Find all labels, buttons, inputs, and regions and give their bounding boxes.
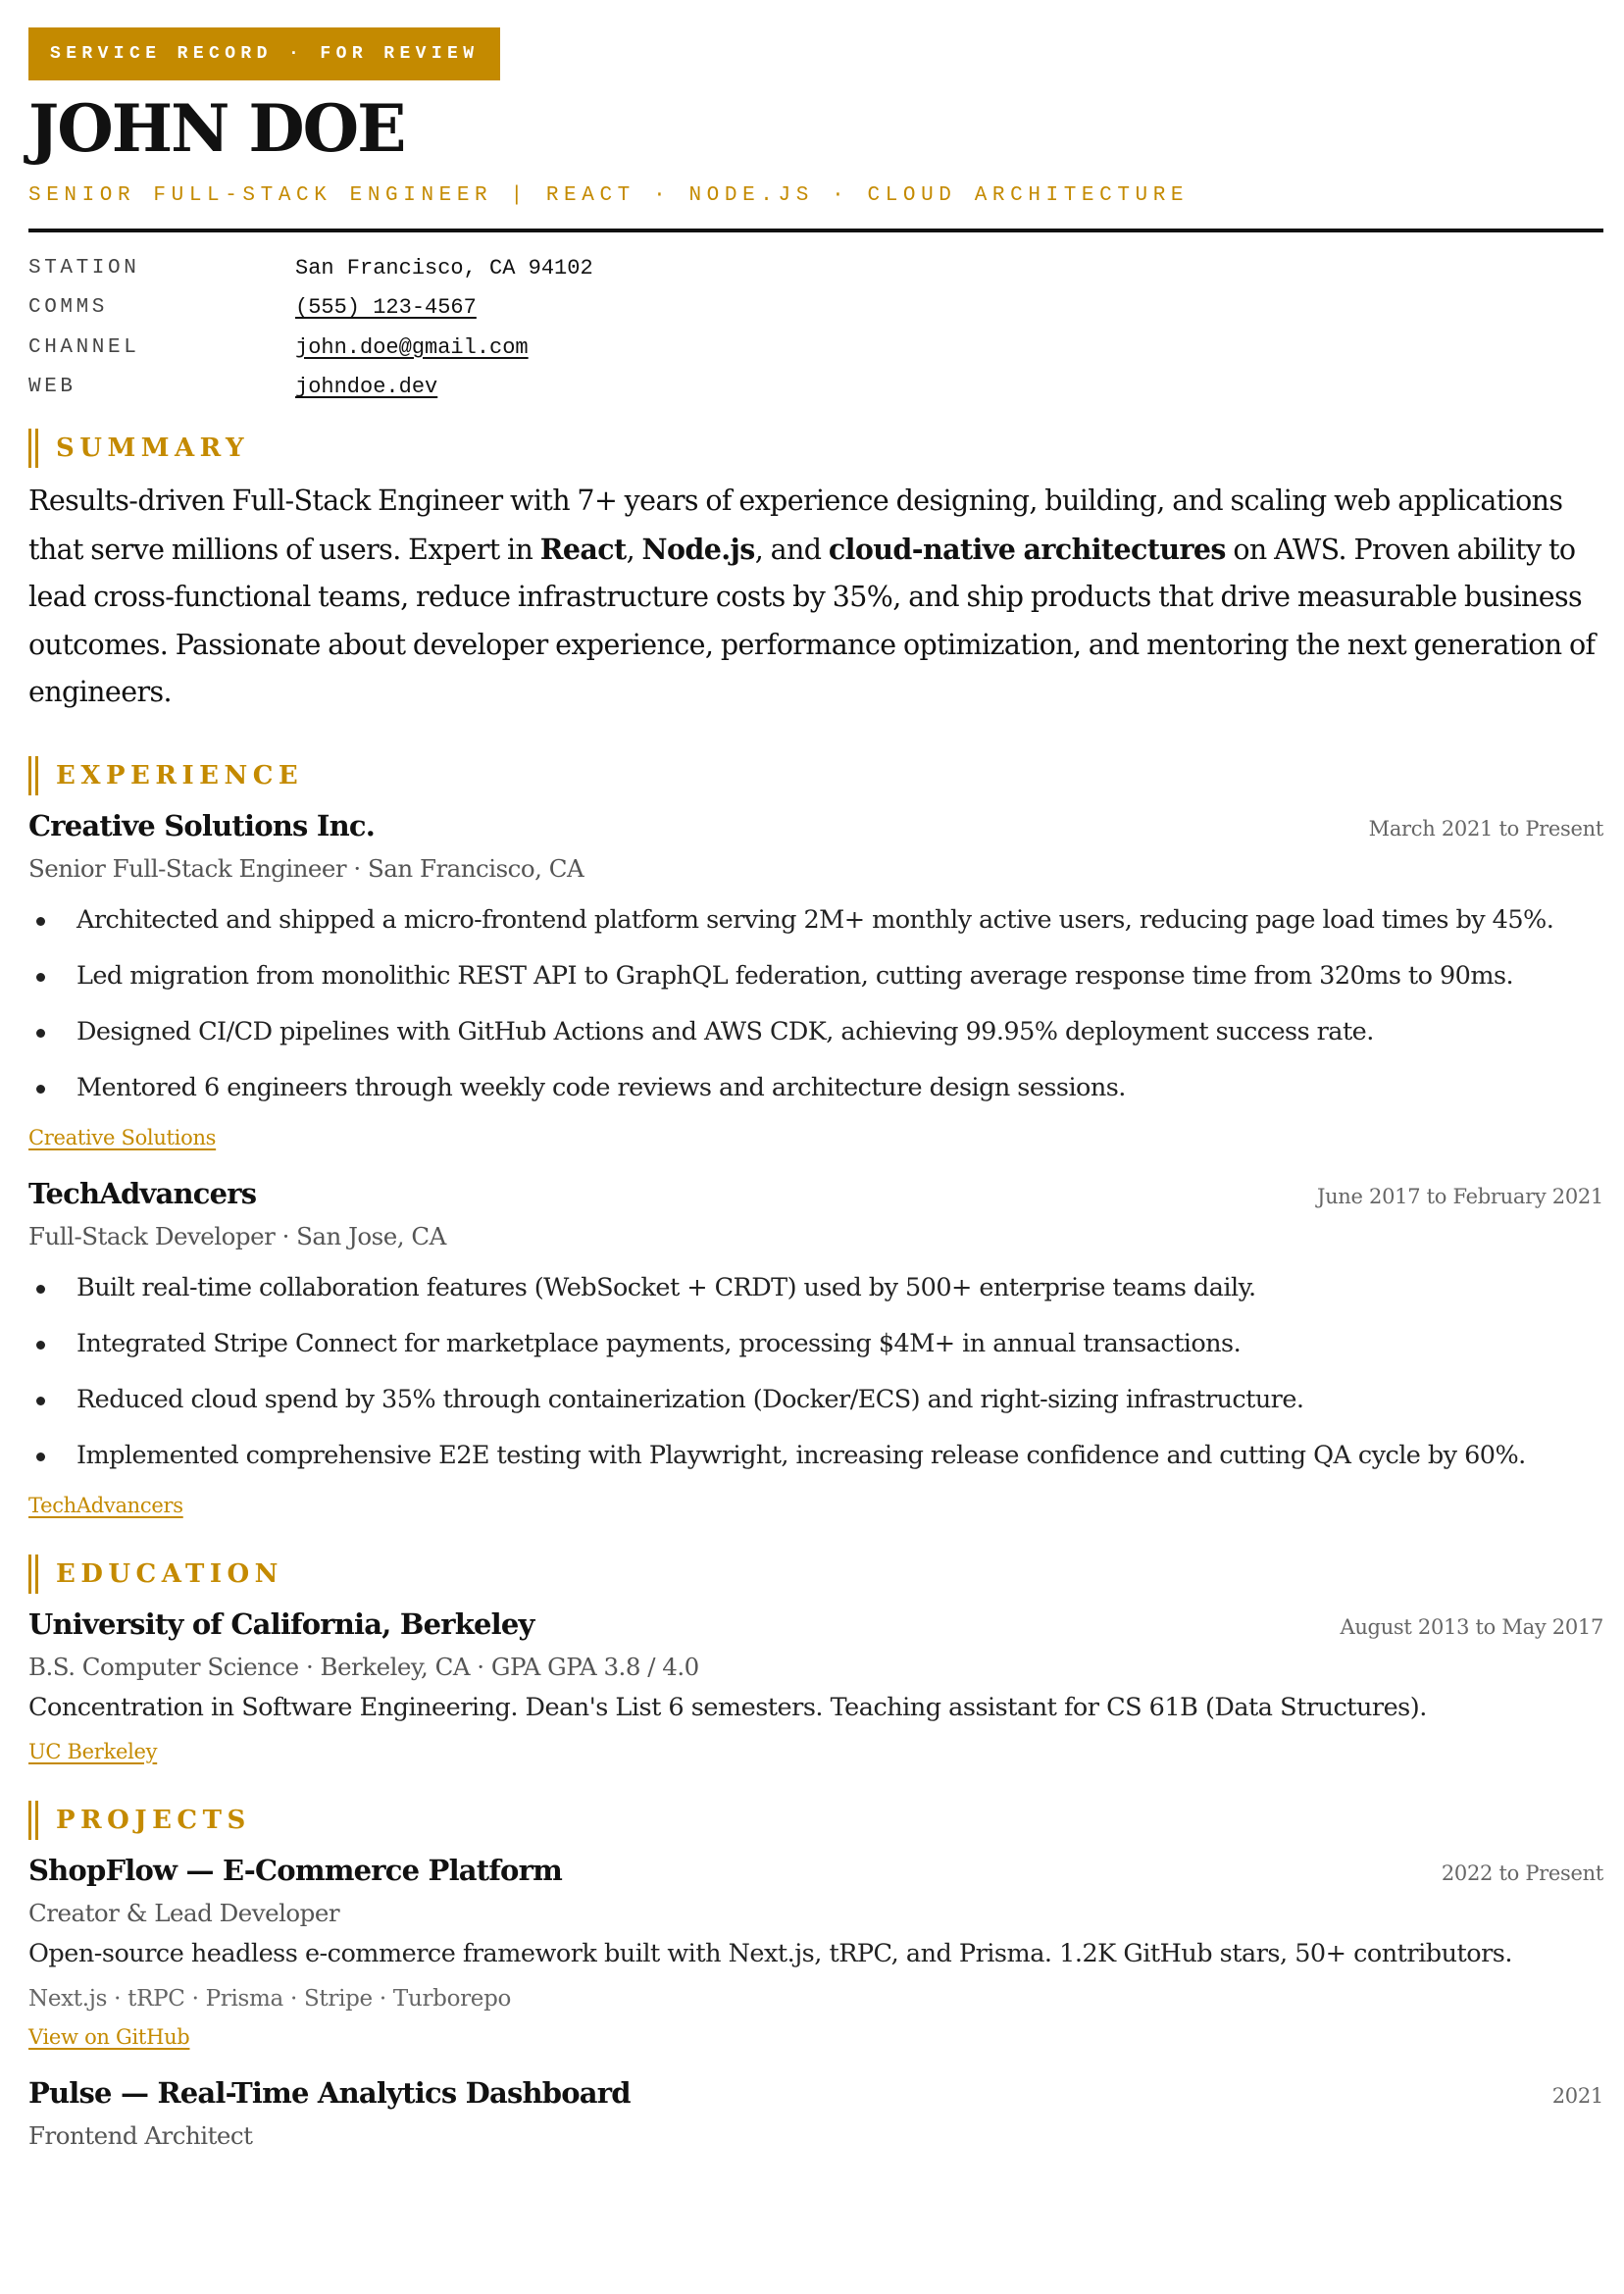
service-record-banner: SERVICE RECORD · FOR REVIEW bbox=[28, 27, 500, 80]
school-link[interactable]: UC Berkeley bbox=[28, 1739, 158, 1763]
contact-row-channel bbox=[28, 328, 1603, 368]
education-entry bbox=[28, 1607, 1603, 1763]
contact-label: WEB bbox=[28, 376, 76, 399]
github-link[interactable]: View on GitHub bbox=[28, 2024, 190, 2049]
company-link[interactable]: TechAdvancers bbox=[28, 1493, 183, 1517]
project-tech-stack: Next.js · tRPC · Prisma · Stripe · Turborepo bbox=[28, 1985, 512, 2012]
phone-link[interactable]: (555) 123-4567 bbox=[295, 295, 477, 321]
summary-part: on AWS. Proven ability to lead cross-functional teams, reduce infrastructure costs by 35%, and ship products that drive measurable business outcomes. Passionate about developer experience, performance optimization, and mentoring the next generation of engineers. bbox=[28, 533, 1596, 708]
company-name: TechAdvancers bbox=[28, 1176, 257, 1210]
project-description: Open-source headless e-commerce framework built with Next.js, tRPC, and Prisma. 1.2K GitHub stars, 50+ contributors. bbox=[28, 1938, 1513, 1968]
summary-highlight: Node.js bbox=[641, 532, 755, 566]
job-dates: March 2021 to Present bbox=[1368, 816, 1603, 841]
contact-label: STATION bbox=[28, 256, 140, 280]
email-link[interactable]: john.doe@gmail.com bbox=[295, 334, 529, 360]
degree-line: B.S. Computer Science · Berkeley, CA · GPA GPA 3.8 / 4.0 bbox=[28, 1652, 699, 1681]
section-accent-bar bbox=[28, 429, 38, 468]
summary-part: Results-driven Full-Stack Engineer with 7+ years of experience designing, building, and scaling web applications that serve millions of users. Expert in bbox=[28, 484, 1563, 566]
section-title: EDUCATION bbox=[56, 1558, 283, 1589]
summary-highlight: cloud-native architectures bbox=[828, 532, 1226, 566]
contact-row-web bbox=[28, 368, 1603, 408]
list-item: Architected and shipped a micro-frontend platform serving 2M+ monthly active users, reducing page load times by 45%. bbox=[28, 892, 1603, 948]
job-entry bbox=[28, 1177, 1603, 1517]
summary-part: , and bbox=[754, 533, 829, 566]
education-dates: August 2013 to May 2017 bbox=[1340, 1614, 1603, 1639]
list-item: Reduced cloud spend by 35% through containerization (Docker/ECS) and right-sizing infrastructure. bbox=[28, 1372, 1603, 1428]
section-title: PROJECTS bbox=[56, 1805, 251, 1835]
job-bullets bbox=[28, 1260, 1603, 1484]
list-item: Led migration from monolithic REST API to GraphQL federation, cutting average response time from 320ms to 90ms. bbox=[28, 948, 1603, 1004]
school-name: University of California, Berkeley bbox=[28, 1606, 534, 1641]
project-name: Pulse — Real-Time Analytics Dashboard bbox=[28, 2075, 631, 2110]
list-item: Implemented comprehensive E2E testing with Playwright, increasing release confidence and cutting QA cycle by 60%. bbox=[28, 1428, 1603, 1484]
job-entry bbox=[28, 809, 1603, 1149]
summary-section-header bbox=[28, 429, 1603, 468]
summary-highlight: React bbox=[539, 532, 627, 566]
contact-label: CHANNEL bbox=[28, 335, 140, 359]
company-name: Creative Solutions Inc. bbox=[28, 808, 376, 842]
project-entry bbox=[28, 2076, 1603, 2150]
project-role: Creator & Lead Developer bbox=[28, 1898, 340, 1927]
job-dates: June 2017 to February 2021 bbox=[1316, 1184, 1603, 1208]
contact-label: COMMS bbox=[28, 296, 109, 320]
summary-part: , bbox=[626, 533, 642, 566]
list-item: Integrated Stripe Connect for marketplace payments, processing $4M+ in annual transactions. bbox=[28, 1316, 1603, 1372]
contact-row-comms bbox=[28, 288, 1603, 329]
projects-section-header bbox=[28, 1801, 1603, 1840]
section-accent-bar bbox=[28, 756, 38, 795]
job-role: Full-Stack Developer · San Jose, CA bbox=[28, 1221, 446, 1250]
list-item: Designed CI/CD pipelines with GitHub Actions and AWS CDK, achieving 99.95% deployment success rate. bbox=[28, 1004, 1603, 1060]
list-item: Mentored 6 engineers through weekly code reviews and architecture design sessions. bbox=[28, 1060, 1603, 1116]
contact-block bbox=[28, 248, 1603, 407]
project-role: Frontend Architect bbox=[28, 2120, 253, 2150]
experience-section-header bbox=[28, 756, 1603, 795]
education-section-header bbox=[28, 1555, 1603, 1594]
company-link[interactable]: Creative Solutions bbox=[28, 1125, 217, 1149]
project-name: ShopFlow — E-Commerce Platform bbox=[28, 1853, 562, 1887]
header-divider bbox=[28, 229, 1603, 232]
section-accent-bar bbox=[28, 1555, 38, 1594]
section-accent-bar bbox=[28, 1801, 38, 1840]
contact-row-station bbox=[28, 248, 1603, 288]
project-dates: 2022 to Present bbox=[1441, 1861, 1603, 1885]
section-title: EXPERIENCE bbox=[56, 760, 304, 790]
location-value: San Francisco, CA 94102 bbox=[295, 255, 593, 280]
section-title: SUMMARY bbox=[56, 433, 250, 463]
project-dates: 2021 bbox=[1551, 2083, 1603, 2108]
website-link[interactable]: johndoe.dev bbox=[295, 375, 438, 400]
resume-page bbox=[28, 27, 1603, 2150]
education-description: Concentration in Software Engineering. Dean's List 6 semesters. Teaching assistant for CS 61B (Data Structures). bbox=[28, 1692, 1427, 1722]
summary-text bbox=[28, 478, 1603, 717]
project-entry bbox=[28, 1854, 1603, 2049]
job-role: Senior Full-Stack Engineer · San Francisco, CA bbox=[28, 853, 584, 883]
candidate-name: JOHN DOE bbox=[28, 90, 405, 167]
candidate-tagline: SENIOR FULL-STACK ENGINEER | REACT · NODE.JS · CLOUD ARCHITECTURE bbox=[28, 184, 1190, 207]
list-item: Built real-time collaboration features (WebSocket + CRDT) used by 500+ enterprise teams daily. bbox=[28, 1260, 1603, 1316]
job-bullets bbox=[28, 892, 1603, 1116]
